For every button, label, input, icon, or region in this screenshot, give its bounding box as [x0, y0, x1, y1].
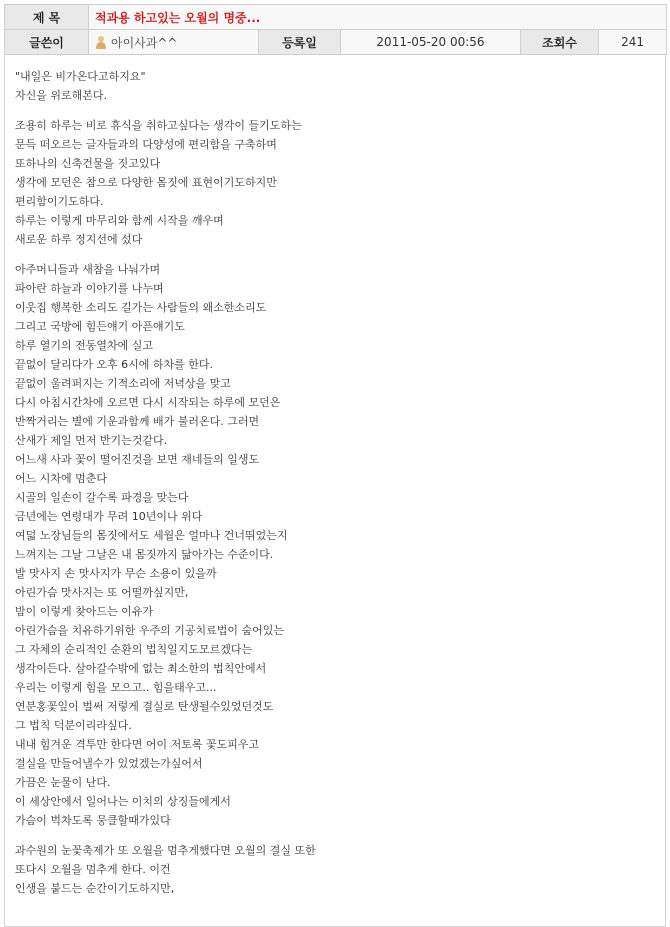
body-line: 그리고 국방에 힘든얘기 아픈얘기도 — [15, 320, 185, 333]
body-line: 아주머니들과 새참을 나눠가며 — [15, 263, 161, 276]
post-title: 적과용 하고있는 오월의 명중... — [89, 5, 667, 30]
view-count: 241 — [599, 30, 667, 55]
body-line: 이웃집 행복한 소리도 길가는 사람들의 왜소한소리도 — [15, 301, 267, 314]
user-avatar-icon — [95, 36, 107, 49]
body-line: 자신을 위로해본다. — [15, 89, 108, 102]
body-paragraph — [15, 67, 655, 105]
body-line: 하루는 이렇게 마무리와 함께 시작을 깨우며 — [15, 214, 224, 227]
post-date: 2011-05-20 00:56 — [341, 30, 521, 55]
body-line: 어느새 사과 꽃이 떨어진것을 보면 재네들의 일생도 — [15, 453, 260, 466]
body-line: 산새가 제일 먼저 반기는것같다. — [15, 434, 168, 447]
body-line: 편리함이기도하다. — [15, 195, 104, 208]
body-line: 반짝거리는 별에 기운과함께 배가 불러온다. 그러면 — [15, 415, 260, 428]
body-line: 그 법칙 덕분이리라싶다. — [15, 719, 132, 732]
body-line: 내내 힘겨운 격투만 한다면 어이 저토록 꽃도피우고 — [15, 738, 260, 751]
body-line: 결실을 만들어낼수가 있었겠는가싶어서 — [15, 757, 203, 770]
author-label: 글쓴이 — [5, 30, 89, 55]
body-line: 새로운 하루 정지선에 섰다 — [15, 233, 143, 246]
body-line: 가끔은 눈물이 난다. — [15, 776, 111, 789]
body-paragraph — [15, 841, 655, 898]
body-line: 어느 시차에 멈춘다 — [15, 472, 108, 485]
body-line: 연분홍꽃잎이 벌써 저렇게 결실로 탄생될수있었던것도 — [15, 700, 274, 713]
body-line: 파아란 하늘과 이야기를 나누며 — [15, 282, 164, 295]
body-line: 아린가슴을 치유하기위한 우주의 기공치료법이 숨어있는 — [15, 624, 285, 637]
body-line: 끝없이 달리다가 오후 6시에 하차를 한다. — [15, 358, 213, 371]
body-line: "내일은 비가온다고하지요" — [15, 70, 146, 83]
body-line: 가슴이 벅차도록 뭉클할때가있다 — [15, 814, 171, 827]
body-line: 또다시 오월을 멈추게 한다. 이건 — [15, 863, 171, 876]
date-label: 등록일 — [259, 30, 341, 55]
body-line: 조용히 하루는 비로 휴식을 취하고싶다는 생각이 들기도하는 — [15, 119, 302, 132]
body-line: 또하나의 신축건물을 짓고있다 — [15, 157, 161, 170]
body-line: 문득 떠오르는 글자들과의 다양성에 편리함을 구축하며 — [15, 138, 277, 151]
post-body — [15, 67, 655, 898]
body-line: 느껴지는 그날 그날은 내 몸짓까지 닮아가는 수준이다. — [15, 548, 274, 561]
author-name[interactable]: 아이사과^^ — [111, 35, 178, 50]
body-line: 밤이 이렇게 찾아드는 이유가 — [15, 605, 154, 618]
body-paragraph — [15, 116, 655, 249]
post-content — [4, 55, 666, 927]
views-label: 조회수 — [521, 30, 599, 55]
body-line: 여덟 노장님들의 몸짓에서도 세월은 얼마나 건너뛰었는지 — [15, 529, 288, 542]
body-line: 금년에는 연령대가 무려 10년이나 위다 — [15, 510, 203, 523]
author-cell[interactable] — [89, 30, 259, 55]
body-line: 하루 열기의 전동열차에 실고 — [15, 339, 154, 352]
body-line: 생각이든다. 살아갈수밖에 없는 최소한의 법칙안에서 — [15, 662, 267, 675]
body-line: 시골의 일손이 갈수록 파경을 맞는다 — [15, 491, 189, 504]
body-line: 인생을 붙드는 순간이기도하지만, — [15, 882, 175, 895]
body-line: 다시 아침시간차에 오르면 다시 시작되는 하루에 모던은 — [15, 396, 281, 409]
body-line: 아린가슴 맛사지는 또 어떨까싶지만, — [15, 586, 189, 599]
body-line: 우리는 이렇게 힘을 모으고.. 힘을태우고... — [15, 681, 217, 694]
post-header-table — [4, 4, 667, 55]
body-paragraph — [15, 260, 655, 830]
body-line: 그 자체의 순리적인 순환의 법칙일지도모르겠다는 — [15, 643, 253, 656]
post-view — [4, 4, 666, 927]
body-line: 과수원의 눈꽃축제가 또 오월을 멈추게했다면 오월의 결실 또한 — [15, 844, 316, 857]
body-line: 발 맛사지 손 맛사지가 무슨 소용이 있을까 — [15, 567, 217, 580]
body-line: 생각에 모던은 참으로 다양한 몸짓에 표현이기도하지만 — [15, 176, 277, 189]
title-row — [5, 5, 667, 30]
body-line: 끝없이 울려퍼지는 기적소리에 저녁상을 맞고 — [15, 377, 231, 390]
body-line: 이 세상안에서 일어나는 이치의 상징들에게서 — [15, 795, 231, 808]
info-row — [5, 30, 667, 55]
title-label: 제 목 — [5, 5, 89, 30]
